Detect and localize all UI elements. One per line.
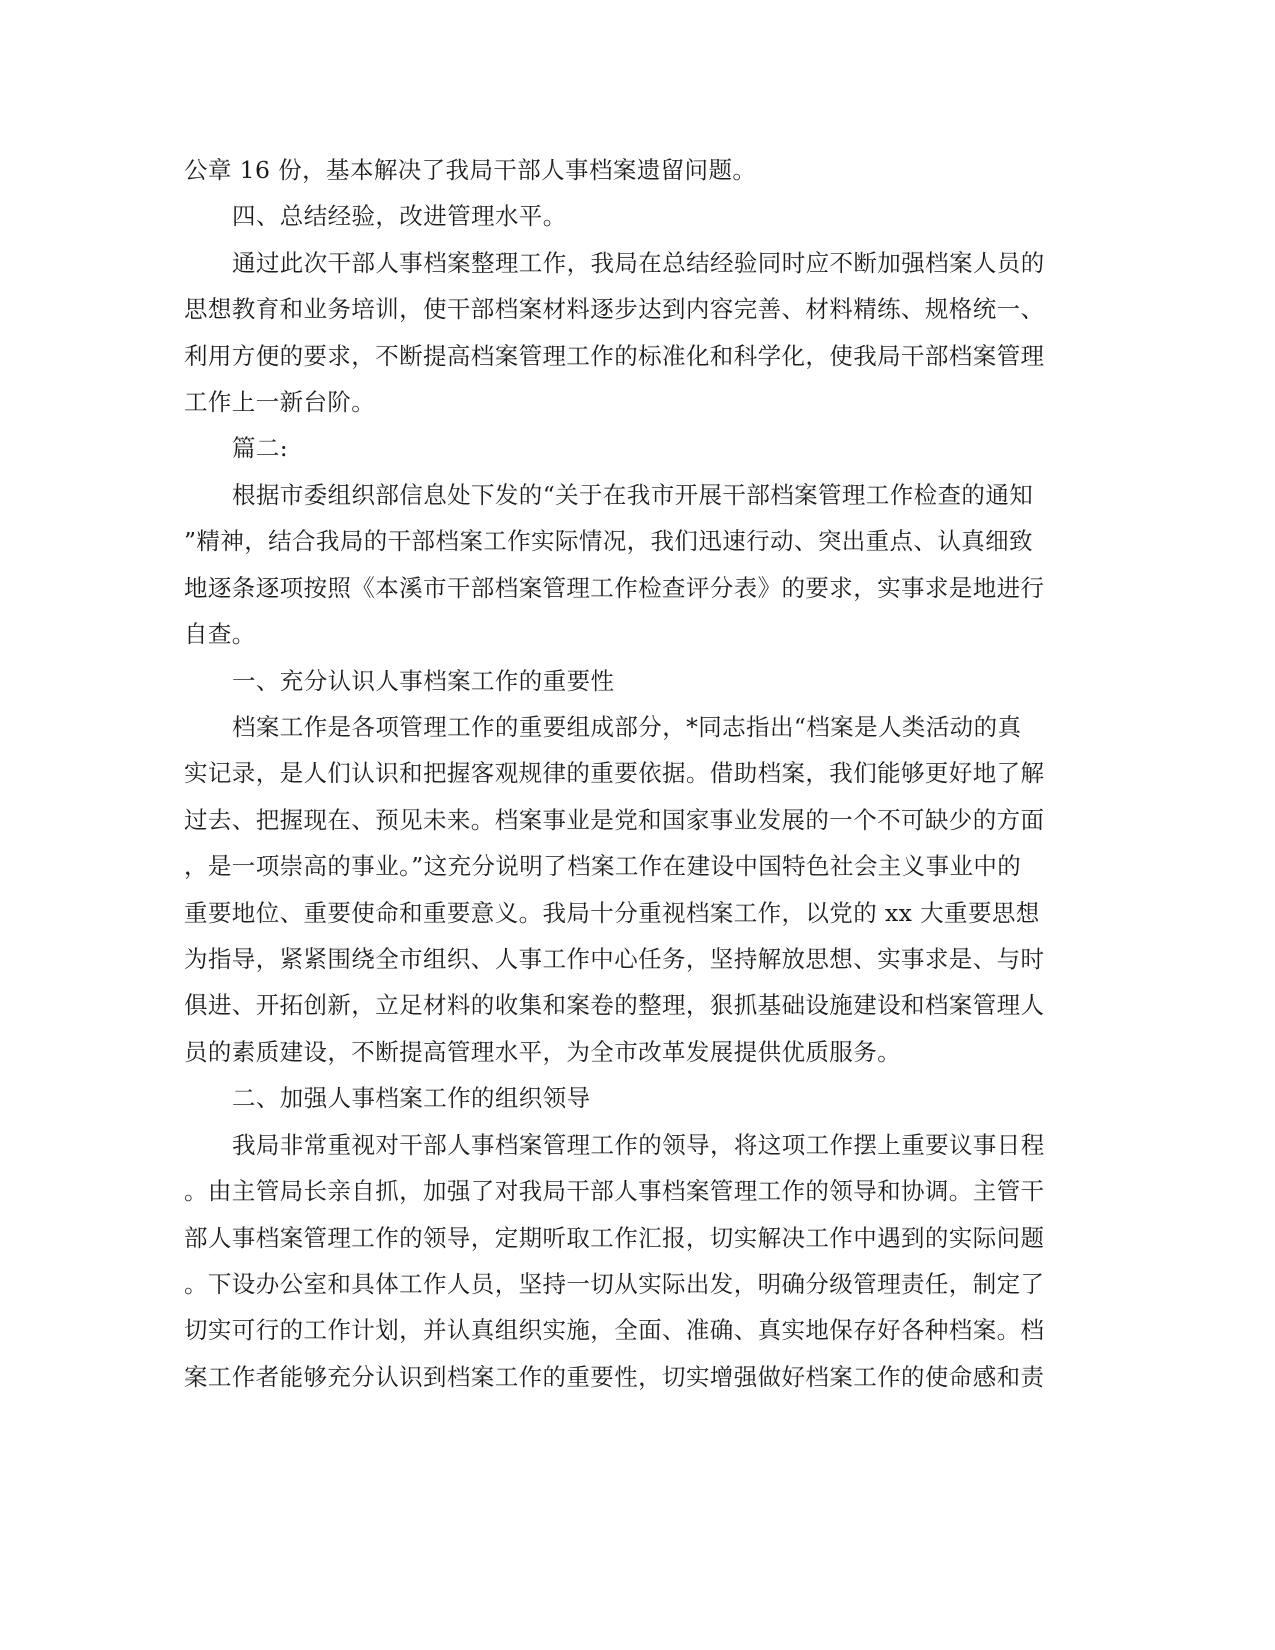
text-line: 案工作者能够充分认识到档案工作的重要性，切实增强做好档案工作的使命感和责: [184, 1363, 1045, 1391]
text-line: 根据市委组织部信息处下发的“关于在我市开展干部档案管理工作检查的通知: [232, 481, 1034, 509]
text-line: 工作上一新台阶。: [184, 388, 376, 416]
text-line: 为指导，紧紧围绕全市组织、人事工作中心任务，坚持解放思想、实事求是、与时: [184, 945, 1045, 973]
text-line: 。由主管局长亲自抓，加强了对我局干部人事档案管理工作的领导和协调。主管干: [184, 1177, 1045, 1205]
text-line: 俱进、开拓创新，立足材料的收集和案卷的整理，狠抓基础设施建设和档案管理人: [184, 991, 1045, 1019]
text-line: 档案工作是各项管理工作的重要组成部分，*同志指出“档案是人类活动的真: [232, 713, 1022, 741]
text-line: 过去、把握现在、预见未来。档案事业是党和国家事业发展的一个不可缺少的方面: [184, 806, 1045, 834]
text-line: 实记录，是人们认识和把握客观规律的重要依据。借助档案，我们能够更好地了解: [184, 759, 1045, 787]
section-heading: 篇二:: [232, 434, 289, 462]
text-line: 员的素质建设，不断提高管理水平，为全市改革发展提供优质服务。: [184, 1038, 901, 1066]
section-heading: 四、总结经验，改进管理水平。: [232, 202, 567, 230]
text-line: 公章 16 份，基本解决了我局干部人事档案遗留问题。: [184, 156, 757, 184]
text-line: 切实可行的工作计划，并认真组织实施，全面、准确、真实地保存好各种档案。档: [184, 1316, 1045, 1344]
text-line: 重要地位、重要使命和重要意义。我局十分重视档案工作，以党的 xx 大重要思想: [184, 899, 1040, 927]
text-line: 利用方便的要求，不断提高档案管理工作的标准化和科学化，使我局干部档案管理: [184, 342, 1045, 370]
section-heading: 二、加强人事档案工作的组织领导: [232, 1084, 591, 1112]
section-heading: 一、充分认识人事档案工作的重要性: [232, 667, 615, 695]
text-line: 自查。: [184, 620, 256, 648]
text-line: 通过此次干部人事档案整理工作，我局在总结经验同时应不断加强档案人员的: [232, 249, 1045, 277]
text-line: 。下设办公室和具体工作人员，坚持一切从实际出发，明确分级管理责任，制定了: [184, 1270, 1045, 1298]
text-line: 部人事档案管理工作的领导，定期听取工作汇报，切实解决工作中遇到的实际问题: [184, 1224, 1045, 1252]
text-line: 地逐条逐项按照《本溪市干部档案管理工作检查评分表》的要求，实事求是地进行: [184, 574, 1045, 602]
text-line: ，是一项崇高的事业。”这充分说明了档案工作在建设中国特色社会主义事业中的: [184, 852, 1022, 880]
text-line: 我局非常重视对干部人事档案管理工作的领导，将这项工作摆上重要议事日程: [232, 1131, 1045, 1159]
text-line: ”精神，结合我局的干部档案工作实际情况，我们迅速行动、突出重点、认真细致: [184, 527, 1033, 555]
text-line: 思想教育和业务培训，使干部档案材料逐步达到内容完善、材料精练、规格统一、: [184, 295, 1045, 323]
